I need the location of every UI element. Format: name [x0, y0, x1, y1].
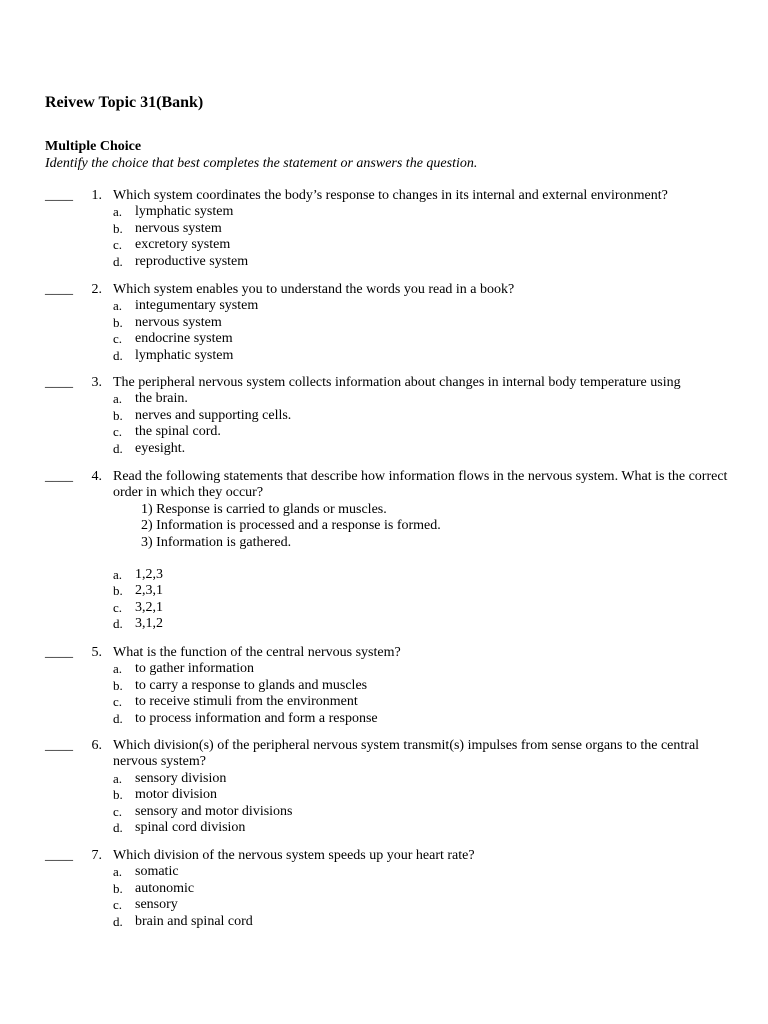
- choice-letter: b.: [113, 220, 123, 236]
- choice-letter: d.: [113, 913, 123, 929]
- choice-text: sensory and motor divisions: [135, 803, 293, 819]
- choice-text: lymphatic system: [135, 204, 234, 220]
- choice-d: [113, 914, 733, 930]
- choice-letter: c.: [113, 424, 123, 440]
- choice-letter: a.: [113, 661, 123, 677]
- choice-a: [113, 298, 733, 314]
- choice-b: [113, 881, 733, 897]
- choice-letter: a.: [113, 204, 123, 220]
- choice-text: 2,3,1: [135, 583, 163, 599]
- choice-letter: d.: [113, 710, 123, 726]
- statement-item: 3) Information is gathered.: [141, 534, 292, 550]
- choice-c: [113, 600, 733, 616]
- choice-letter: c.: [113, 897, 123, 913]
- question-text: Which system coordinates the body’s response to changes in its internal and external environment?: [113, 188, 668, 203]
- choice-text: to receive stimuli from the environment: [135, 694, 358, 710]
- choice-d: [113, 820, 733, 836]
- choice-text: spinal cord division: [135, 819, 246, 835]
- choice-text: motor division: [135, 787, 218, 803]
- statement-list: [141, 502, 733, 551]
- answer-blank: ____: [45, 738, 73, 753]
- choice-text: reproductive system: [135, 253, 249, 269]
- choice-list: [113, 204, 733, 270]
- question-number: 7.: [91, 848, 102, 863]
- choice-list: [113, 661, 733, 727]
- choice-letter: a.: [113, 864, 123, 880]
- choice-b: [113, 315, 733, 331]
- question-text: Which division(s) of the peripheral nervous system transmit(s) impulses from sense organs to the central nervous system?: [113, 738, 700, 770]
- question-text: The peripheral nervous system collects information about changes in internal body temperature using: [113, 375, 681, 390]
- question-number: 2.: [91, 282, 102, 297]
- choice-text: lymphatic system: [135, 347, 234, 363]
- choice-letter: d.: [113, 819, 123, 835]
- choice-letter: c.: [113, 237, 123, 253]
- choice-c: [113, 897, 733, 913]
- choice-c: [113, 804, 733, 820]
- choice-b: [113, 787, 733, 803]
- choice-list: [113, 864, 733, 930]
- question-text: Read the following statements that describe how information flows in the nervous system. What is the correct order in which they occur?: [113, 469, 728, 501]
- choice-text: excretory system: [135, 237, 231, 253]
- question-number: 4.: [91, 469, 102, 484]
- choice-list: [113, 771, 733, 837]
- choice-text: to carry a response to glands and muscles: [135, 677, 368, 693]
- choice-letter: b.: [113, 583, 123, 599]
- choice-a: [113, 204, 733, 220]
- choice-letter: b.: [113, 787, 123, 803]
- question-number: 1.: [91, 188, 102, 203]
- choice-text: the brain.: [135, 391, 188, 407]
- choice-text: sensory: [135, 897, 178, 913]
- choice-list: [113, 567, 733, 633]
- answer-blank: ____: [45, 188, 73, 203]
- choice-text: autonomic: [135, 880, 195, 896]
- choice-b: [113, 408, 733, 424]
- choice-text: eyesight.: [135, 440, 186, 456]
- choice-letter: a.: [113, 770, 123, 786]
- choice-text: brain and spinal cord: [135, 913, 253, 929]
- choice-letter: c.: [113, 599, 123, 615]
- choice-text: the spinal cord.: [135, 424, 221, 440]
- choice-letter: c.: [113, 694, 123, 710]
- answer-blank: ____: [45, 375, 73, 390]
- choice-letter: b.: [113, 677, 123, 693]
- choice-letter: a.: [113, 391, 123, 407]
- choice-c: [113, 424, 733, 440]
- instructions-text: Identify the choice that best completes the statement or answers the question.: [45, 156, 478, 171]
- choice-d: [113, 616, 733, 632]
- choice-text: integumentary system: [135, 298, 259, 314]
- choice-d: [113, 254, 733, 270]
- choice-a: [113, 391, 733, 407]
- choice-text: endocrine system: [135, 331, 233, 347]
- choice-d: [113, 711, 733, 727]
- question-number: 5.: [91, 645, 102, 660]
- choice-text: nerves and supporting cells.: [135, 407, 292, 423]
- choice-list: [113, 298, 733, 364]
- choice-text: nervous system: [135, 220, 222, 236]
- question-text: Which division of the nervous system speeds up your heart rate?: [113, 848, 475, 863]
- choice-c: [113, 694, 733, 710]
- section-heading: Multiple Choice: [45, 139, 142, 154]
- choice-c: [113, 237, 733, 253]
- choice-c: [113, 331, 733, 347]
- choice-b: [113, 221, 733, 237]
- choice-text: somatic: [135, 864, 179, 880]
- choice-text: 3,1,2: [135, 616, 163, 632]
- choice-letter: b.: [113, 407, 123, 423]
- answer-blank: ____: [45, 282, 73, 297]
- choice-letter: d.: [113, 616, 123, 632]
- choice-d: [113, 348, 733, 364]
- choice-letter: c.: [113, 803, 123, 819]
- choice-letter: b.: [113, 314, 123, 330]
- answer-blank: ____: [45, 469, 73, 484]
- choice-text: to process information and form a response: [135, 710, 378, 726]
- choice-a: [113, 771, 733, 787]
- choice-b: [113, 678, 733, 694]
- choice-letter: d.: [113, 347, 123, 363]
- answer-blank: ____: [45, 848, 73, 863]
- choice-letter: d.: [113, 253, 123, 269]
- statement-item: 2) Information is processed and a response is formed.: [141, 518, 441, 534]
- choice-d: [113, 441, 733, 457]
- choice-letter: a.: [113, 567, 123, 583]
- choice-list: [113, 391, 733, 457]
- choice-a: [113, 567, 733, 583]
- choice-letter: a.: [113, 298, 123, 314]
- question-text: What is the function of the central nervous system?: [113, 645, 401, 660]
- choice-text: 3,2,1: [135, 599, 163, 615]
- question-text: Which system enables you to understand the words you read in a book?: [113, 282, 515, 297]
- choice-text: 1,2,3: [135, 567, 163, 583]
- question-number: 3.: [91, 375, 102, 390]
- choice-a: [113, 661, 733, 677]
- choice-letter: c.: [113, 331, 123, 347]
- choice-b: [113, 583, 733, 599]
- document-title: Reivew Topic 31(Bank): [45, 94, 204, 111]
- choice-text: sensory division: [135, 770, 227, 786]
- choice-letter: d.: [113, 440, 123, 456]
- statement-item: 1) Response is carried to glands or muscles.: [141, 501, 387, 517]
- question-number: 6.: [91, 738, 102, 753]
- choice-text: to gather information: [135, 661, 254, 677]
- choice-letter: b.: [113, 880, 123, 896]
- choice-a: [113, 864, 733, 880]
- choice-text: nervous system: [135, 314, 222, 330]
- answer-blank: ____: [45, 645, 73, 660]
